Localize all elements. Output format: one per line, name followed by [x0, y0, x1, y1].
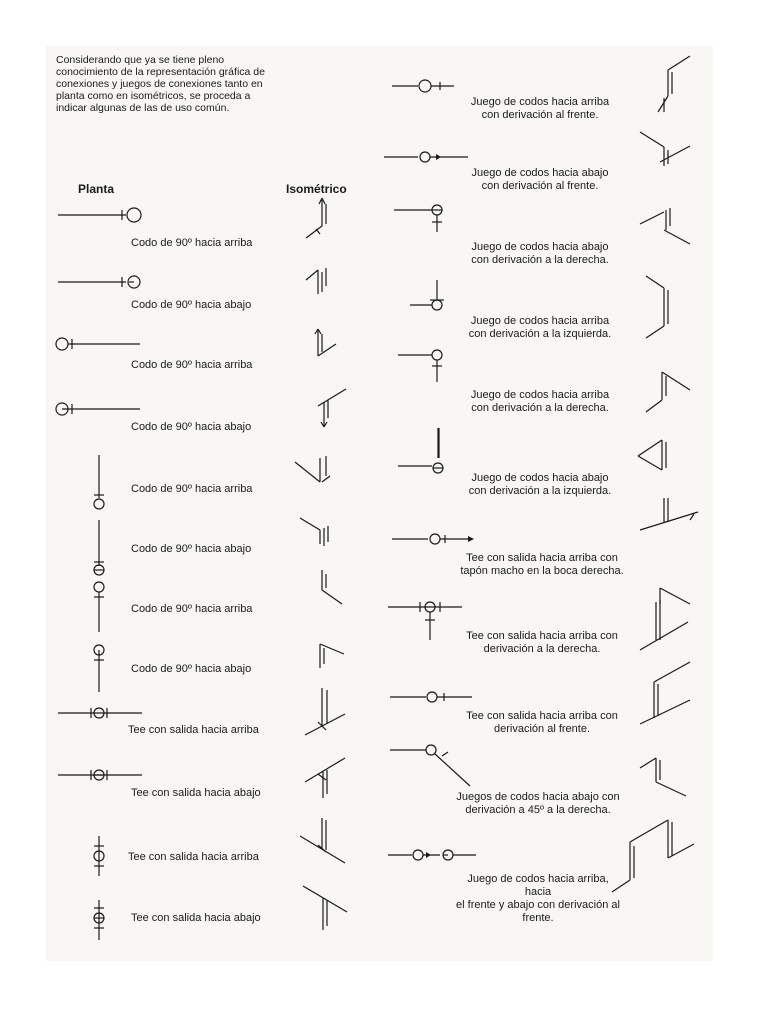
iso-elbow-45-icon — [640, 758, 686, 796]
intro-paragraph: Considerando que ya se tiene pleno conocimiento de la representación gráfica de conexiones y juegos de conexiones tanto en planta como en isométricos, se proceda a indicar algunas de las de uso común. — [56, 54, 265, 114]
right-item-label: Tee con salida hacia arriba con tapón macho en la boca derecha. — [460, 552, 624, 577]
iso-elbow-set-front-icon — [612, 820, 694, 892]
left-item-label: Tee con salida hacia abajo — [131, 787, 261, 799]
right-item-label: Juego de codos hacia arriba con derivación a la derecha. — [470, 389, 610, 414]
iso-elbow-set-icon — [640, 132, 690, 166]
iso-tee-down-icon — [303, 886, 347, 930]
isometric-column-header: Isométrico — [286, 182, 347, 196]
right-item-label: Juegos de codos hacia abajo con derivación a 45º a la derecha. — [456, 791, 620, 816]
plan-elbow-set-front-icon — [388, 850, 476, 860]
right-item-label: Tee con salida hacia arriba con derivación al frente. — [466, 710, 618, 735]
plan-elbow-set-icon — [398, 428, 443, 473]
iso-tee-plug-icon — [640, 498, 698, 530]
iso-elbow-down-icon — [300, 518, 328, 546]
iso-elbow-down-icon — [306, 268, 326, 294]
left-item-label: Codo de 90º hacia arriba — [131, 483, 253, 495]
iso-elbow-set-icon — [646, 276, 668, 338]
left-item-label: Codo de 90º hacia arriba — [131, 359, 253, 371]
plan-elbow-up-icon — [56, 338, 140, 350]
plan-elbow-down-icon — [56, 403, 140, 415]
iso-elbow-down-icon — [320, 644, 344, 668]
plan-elbow-set-icon — [392, 80, 454, 92]
iso-elbow-down-icon — [318, 389, 346, 427]
left-item-label: Codo de 90º hacia abajo — [131, 421, 252, 433]
right-item-label: Juego de codos hacia arriba con derivación a la izquierda. — [468, 315, 612, 340]
right-item-label: Tee con salida hacia arriba con derivación a la derecha. — [466, 630, 618, 655]
plan-elbow-down-icon — [94, 645, 104, 692]
left-item-label: Tee con salida hacia arriba — [128, 724, 259, 736]
plan-tee-branch-icon — [388, 602, 462, 640]
right-item-label: Juego de codos hacia arriba, hacia el frente y abajo con derivación al frente. — [456, 873, 620, 924]
plan-elbow-set-icon — [410, 280, 444, 310]
plan-elbow-down-icon — [94, 520, 104, 575]
iso-tee-up-icon — [305, 688, 345, 735]
plan-tee-down-icon — [94, 900, 104, 940]
plan-elbow-45-icon — [390, 745, 470, 786]
iso-elbow-up-icon — [315, 329, 336, 356]
plan-column-header: Planta — [78, 182, 115, 196]
iso-elbow-up-icon — [306, 198, 326, 238]
iso-tee-up-icon — [300, 818, 345, 863]
left-item-label: Tee con salida hacia arriba — [128, 851, 259, 863]
iso-elbow-set-icon — [646, 372, 690, 412]
plan-tee-up-icon — [94, 836, 104, 876]
plan-elbow-set-icon — [394, 205, 442, 232]
plan-elbow-up-icon — [58, 208, 141, 222]
right-item-label: Juego de codos hacia abajo con derivación a la derecha. — [471, 241, 609, 266]
left-item-label: Codo de 90º hacia arriba — [131, 603, 253, 615]
plan-tee-down-icon — [58, 770, 142, 780]
plan-elbow-up-icon — [94, 582, 104, 632]
left-item-label: Codo de 90º hacia abajo — [131, 543, 252, 555]
right-item-label: Juego de codos hacia arriba con derivación al frente. — [470, 96, 610, 121]
iso-tee-branch-icon — [640, 588, 690, 650]
left-item-label: Codo de 90º hacia abajo — [131, 299, 252, 311]
left-item-label: Codo de 90º hacia arriba — [131, 237, 253, 249]
iso-elbow-up-icon — [322, 570, 342, 604]
left-item-label: Tee con salida hacia abajo — [131, 912, 261, 924]
plan-elbow-set-icon — [384, 152, 468, 162]
plan-elbow-up-icon — [94, 455, 104, 509]
iso-tee-front-icon — [640, 662, 690, 724]
plan-elbow-down-icon — [58, 276, 140, 288]
iso-elbow-up-icon — [295, 456, 330, 482]
right-item-label: Juego de codos hacia abajo con derivación al frente. — [471, 167, 609, 192]
iso-tee-down-icon — [305, 758, 345, 798]
plan-tee-up-icon — [58, 708, 142, 718]
left-item-label: Codo de 90º hacia abajo — [131, 663, 252, 675]
plan-tee-plug-icon — [392, 534, 474, 544]
right-item-label: Juego de codos hacia abajo con derivación a la izquierda. — [468, 472, 612, 497]
plan-tee-front-icon — [390, 692, 472, 702]
iso-elbow-set-icon — [640, 208, 690, 244]
iso-elbow-set-icon — [638, 440, 666, 470]
iso-elbow-set-icon — [658, 56, 690, 112]
plan-elbow-set-icon — [398, 350, 442, 382]
